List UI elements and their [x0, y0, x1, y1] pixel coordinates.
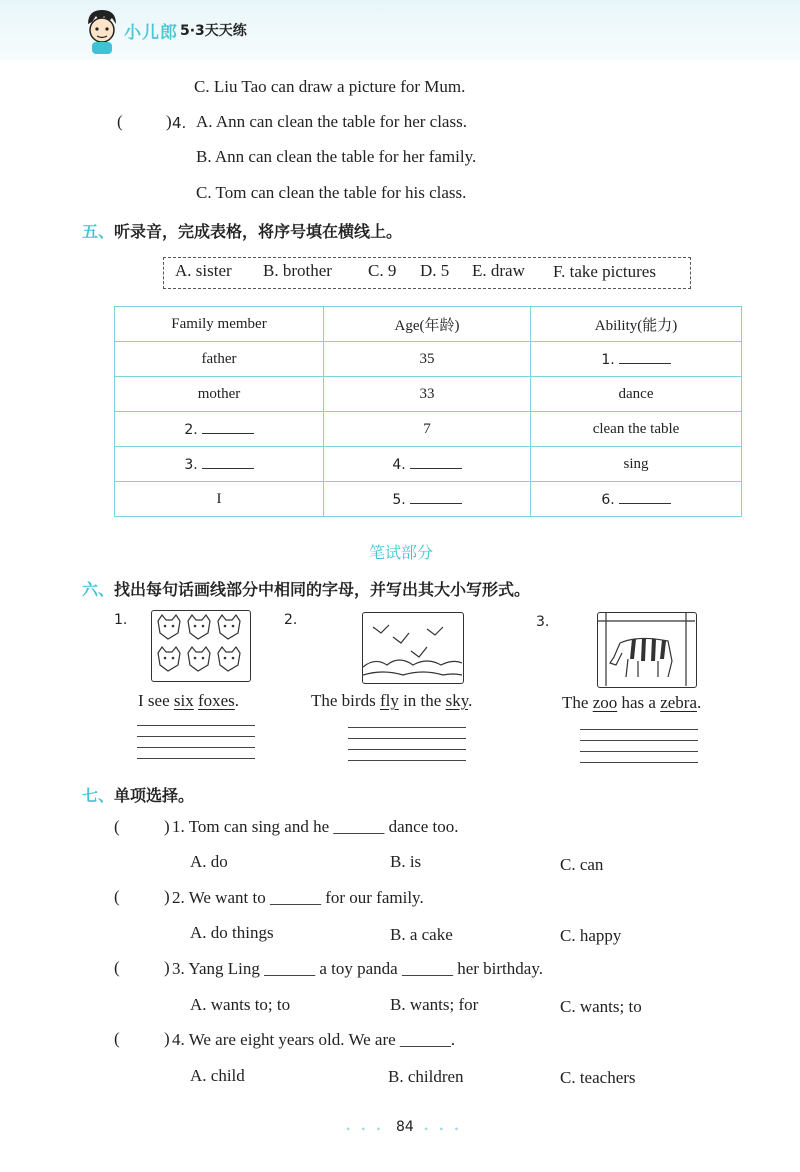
cell: mother	[115, 377, 324, 412]
answer-line[interactable]	[619, 349, 671, 364]
section6-title	[82, 577, 530, 600]
family-table	[114, 306, 742, 517]
cell: sing	[531, 447, 742, 482]
q3-paren-open: (	[114, 958, 120, 977]
option-c: C. 9	[368, 261, 397, 280]
cell-blank[interactable]: 2.	[115, 412, 324, 447]
q4-paren-open: (	[117, 112, 123, 131]
cell-blank[interactable]: 1.	[531, 342, 742, 377]
cell: I	[115, 482, 324, 517]
table-header-row	[115, 307, 742, 342]
answer-line[interactable]	[202, 454, 254, 469]
underlined-word: sky	[445, 691, 469, 710]
section5-number: 五、	[82, 222, 115, 241]
q4b-paren-close: )	[164, 1029, 170, 1048]
birds-picture	[362, 612, 464, 684]
section7-number: 七、	[82, 786, 115, 805]
option-e: E. draw	[472, 261, 525, 280]
q1-stem: 1. Tom can sing and he ______ dance too.	[172, 817, 459, 836]
brand-name: 小儿郎	[124, 23, 178, 43]
q3-option-a[interactable]: A. wants to; to	[190, 995, 291, 1014]
q4-option-c: C. Tom can clean the table for his class.	[196, 183, 467, 202]
item2-writing-lines[interactable]	[348, 717, 466, 761]
underlined-word: foxes	[197, 691, 235, 710]
footer-dots-left: • • •	[346, 1122, 385, 1136]
cell-blank[interactable]: 5.	[324, 482, 531, 517]
cell: clean the table	[531, 412, 742, 447]
section5-title	[82, 219, 402, 242]
option-b: B. brother	[263, 261, 332, 280]
option-d: D. 5	[420, 261, 450, 280]
cell: 33	[324, 377, 531, 412]
item2-number: 2.	[284, 612, 298, 628]
table-row	[115, 377, 742, 412]
q2-option-b[interactable]: B. a cake	[390, 925, 453, 944]
header-age: Age(年龄)	[324, 307, 531, 342]
cell-blank[interactable]: 6.	[531, 482, 742, 517]
answer-line[interactable]	[410, 489, 462, 504]
q3-stem: 3. Yang Ling ______ a toy panda ______ her birthday.	[172, 959, 543, 978]
q4-number: 4.	[172, 114, 187, 132]
item1-writing-lines[interactable]	[137, 715, 255, 759]
cell: father	[115, 342, 324, 377]
q2-paren-open: (	[114, 887, 120, 906]
underlined-word: zoo	[592, 693, 618, 712]
written-part-label: 笔试部分	[369, 543, 434, 562]
q1-option-a[interactable]: A. do	[190, 852, 228, 871]
q3-option-b[interactable]: B. wants; for	[390, 995, 479, 1014]
q4b-stem: 4. We are eight years old. We are ______.	[172, 1030, 456, 1049]
answer-line[interactable]	[202, 419, 254, 434]
section7-title	[82, 783, 194, 806]
mascot-icon	[82, 6, 122, 54]
table-row	[115, 482, 742, 517]
item1-sentence: I see six foxes.	[138, 691, 240, 710]
q2-stem: 2. We want to ______ for our family.	[172, 888, 424, 907]
cell: 7	[324, 412, 531, 447]
q4b-paren-open: (	[114, 1029, 120, 1048]
header-ability: Ability(能力)	[531, 307, 742, 342]
q4-option-a: A. Ann can clean the table for her class.	[196, 112, 467, 131]
q1-paren-close: )	[164, 817, 170, 836]
q4-paren-close: )	[166, 112, 172, 131]
table-row	[115, 412, 742, 447]
q4b-option-a[interactable]: A. child	[190, 1066, 245, 1085]
q3-option-c[interactable]: C. wants; to	[560, 997, 642, 1016]
q3-option-c: C. Liu Tao can draw a picture for Mum.	[194, 77, 466, 96]
zebra-icon	[598, 613, 695, 686]
item3-sentence: The zoo has a zebra.	[562, 693, 702, 712]
header-family-member: Family member	[115, 307, 324, 342]
page-number: 84	[396, 1119, 414, 1135]
item1-number: 1.	[114, 612, 128, 628]
item3-writing-lines[interactable]	[580, 719, 698, 763]
section6-number: 六、	[82, 580, 115, 599]
answer-line[interactable]	[619, 489, 671, 504]
series-name: 5·3天天练	[180, 23, 247, 39]
q4b-option-b[interactable]: B. children	[388, 1067, 464, 1086]
zebra-picture	[597, 612, 697, 688]
section6-text: 找出每句话画线部分中相同的字母，并写出其大小写形式。	[114, 580, 531, 599]
section7-text: 单项选择。	[114, 786, 195, 805]
item3-number: 3.	[536, 614, 550, 630]
q2-paren-close: )	[164, 887, 170, 906]
q1-option-b[interactable]: B. is	[390, 852, 422, 871]
q2-option-a[interactable]: A. do things	[190, 923, 274, 942]
cell: dance	[531, 377, 742, 412]
underlined-word: fly	[379, 691, 399, 710]
underlined-word: zebra	[660, 693, 698, 712]
cell-blank[interactable]: 4.	[324, 447, 531, 482]
table-row	[115, 342, 742, 377]
option-a: A. sister	[175, 261, 232, 280]
underlined-word: six	[173, 691, 194, 710]
footer-dots-right: • • •	[424, 1122, 463, 1136]
fox-faces-icon	[152, 611, 249, 680]
foxes-picture	[151, 610, 251, 682]
q3-paren-close: )	[164, 958, 170, 977]
q4-option-b: B. Ann can clean the table for her family.	[196, 147, 477, 166]
section5-text: 听录音，完成表格，将序号填在横线上。	[114, 222, 403, 241]
item2-sentence: The birds fly in the sky.	[311, 691, 473, 710]
cell: 35	[324, 342, 531, 377]
q2-option-c[interactable]: C. happy	[560, 926, 622, 945]
q1-option-c[interactable]: C. can	[560, 855, 604, 874]
cell-blank[interactable]: 3.	[115, 447, 324, 482]
table-row	[115, 447, 742, 482]
birds-sky-icon	[363, 613, 462, 682]
q4b-option-c[interactable]: C. teachers	[560, 1068, 636, 1087]
answer-line[interactable]	[410, 454, 462, 469]
q1-paren-open: (	[114, 817, 120, 836]
option-f: F. take pictures	[553, 262, 656, 281]
